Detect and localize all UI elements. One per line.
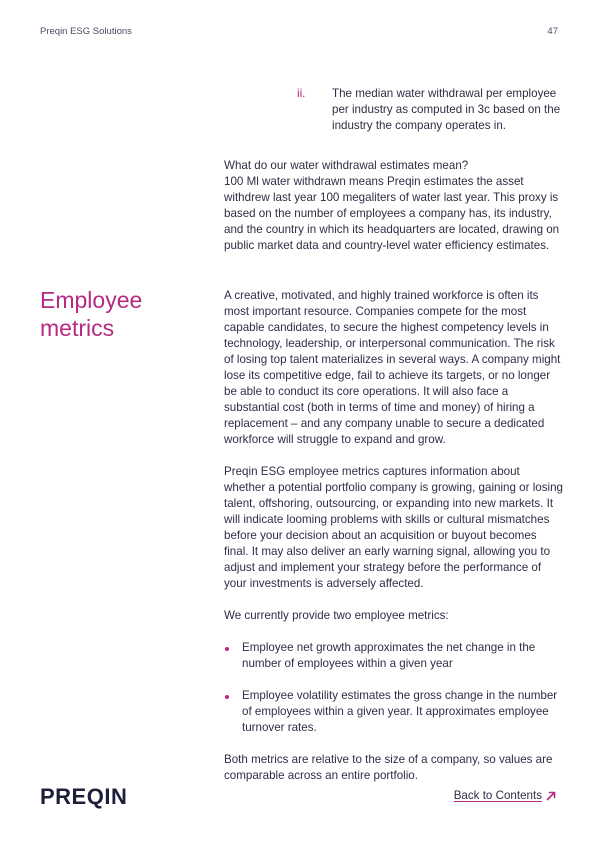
water-answer: 100 Ml water withdrawn means Preqin estimates the asset withdrew last year 100 megaliters of water last year. This proxy is based on the number of employees a company has, its industry, and the country in which its headquarters are located, drawing on public market data and country-level water efficiency estimates. <box>224 175 560 252</box>
page-number: 47 <box>547 26 558 37</box>
metrics-list <box>224 640 564 736</box>
list-item <box>224 640 564 672</box>
closing-text: Both metrics are relative to the size of a company, so values are comparable across an entire portfolio. <box>224 753 553 782</box>
numbered-list-item <box>297 86 567 134</box>
bullet-icon <box>225 647 229 651</box>
back-to-contents-link[interactable] <box>454 789 556 802</box>
preqin-logo: PREQIN <box>40 784 128 809</box>
list-numeral: ii. <box>297 87 306 100</box>
back-link-label[interactable]: Back to Contents <box>453 789 542 802</box>
metrics-intro: We currently provide two employee metrics: <box>224 609 449 622</box>
list-item-text: The median water withdrawal per employee per industry as computed in 3c based on the industry the company operates in. <box>332 87 561 132</box>
list-item <box>224 688 564 736</box>
section-title: Employee metrics <box>40 287 143 341</box>
employee-metrics-body <box>224 288 564 784</box>
paragraph: Preqin ESG employee metrics captures information about whether a potential portfolio company is growing, gaining or losing talent, offshoring, outsourcing, or expanding into new markets. It will indicate looming problems with skills or cultural mismatches before your decision about an acquisition or buyout becomes final. It may also deliver an early warning signal, allowing you to adjust and implement your strategy before the performance of your investments is adversely affected. <box>224 465 563 590</box>
water-explanation <box>224 158 564 254</box>
bullet-icon <box>225 695 229 699</box>
arrow-up-right-icon <box>546 791 556 801</box>
water-question: What do our water withdrawal estimates mean? <box>224 159 469 172</box>
header-title: Preqin ESG Solutions <box>40 26 132 37</box>
bullet-text: Employee volatility estimates the gross change in the number of employees within a given year. It approximates employee turnover rates. <box>242 689 558 734</box>
paragraph: A creative, motivated, and highly trained workforce is often its most important resource. Companies compete for the most capable candidates, to secure the highest competency levels in technology, leadership, or interpersonal communication. The risk of losing top talent materializes in several ways. A company might lose its competitive edge, fail to achieve its targets, or no longer be able to conduct its core operations. It will also face a substantial cost (both in terms of time and money) of hiring a replacement – and any company unable to secure a dedicated workforce will struggle to expand and grow. <box>224 289 561 446</box>
bullet-text: Employee net growth approximates the net change in the number of employees within a given year <box>242 641 536 670</box>
